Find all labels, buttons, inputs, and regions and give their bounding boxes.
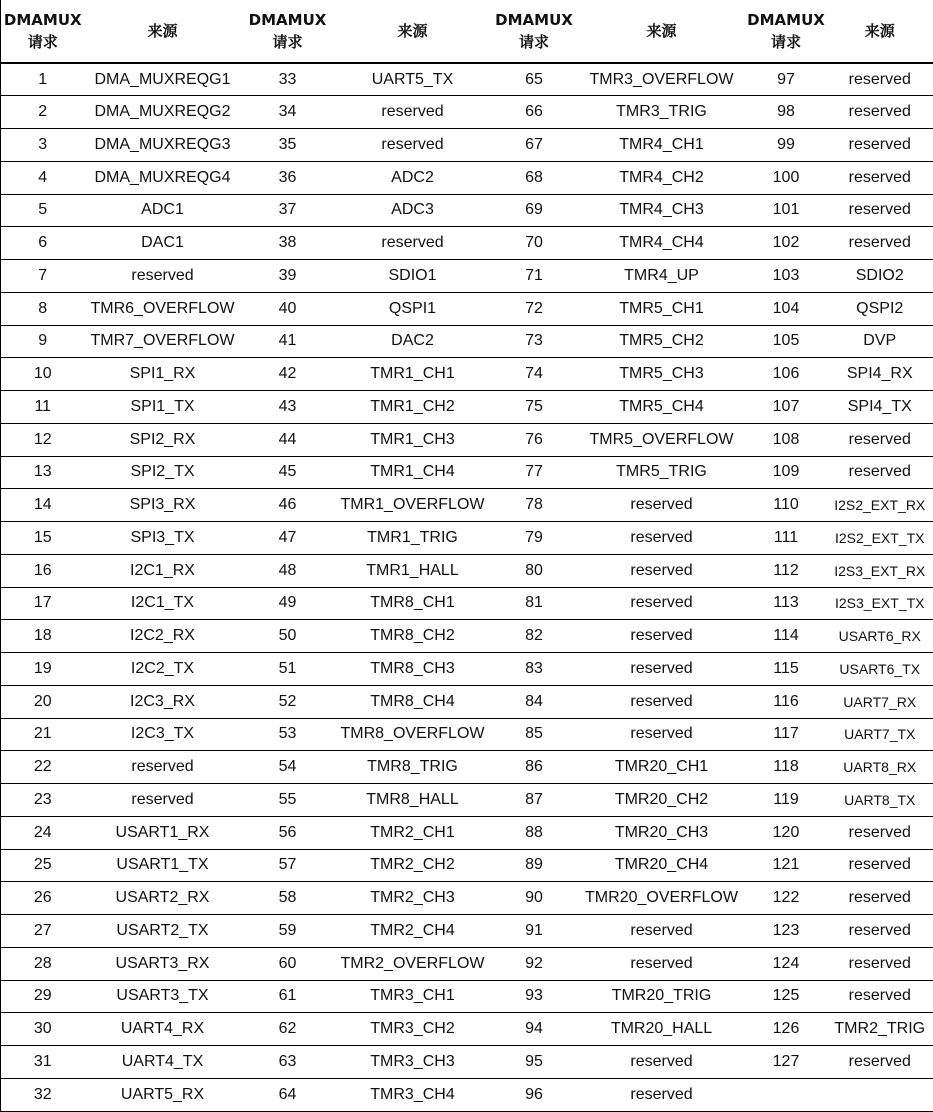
source-cell: TMR1_HALL: [335, 554, 491, 587]
source-cell: ADC3: [335, 194, 491, 227]
source-cell: DMA_MUXREQG3: [85, 129, 241, 162]
source-cell: QSPI1: [335, 292, 491, 325]
request-number-cell: 71: [491, 260, 578, 293]
source-cell: QSPI2: [827, 292, 933, 325]
request-number-cell: 119: [746, 784, 827, 817]
source-cell: reserved: [578, 620, 746, 653]
request-number-cell: 31: [1, 1046, 85, 1079]
header-request-2: DMAMUX 请求: [241, 0, 335, 63]
table-row: [1, 816, 933, 849]
request-number-cell: 124: [746, 947, 827, 980]
table-row: [1, 325, 933, 358]
source-cell: DMA_MUXREQG2: [85, 96, 241, 129]
source-cell: reserved: [827, 980, 933, 1013]
table-row: [1, 194, 933, 227]
request-number-cell: 107: [746, 391, 827, 424]
request-number-cell: 4: [1, 161, 85, 194]
source-cell: TMR3_CH4: [335, 1078, 491, 1111]
source-cell: TMR2_CH2: [335, 849, 491, 882]
request-number-cell: 110: [746, 489, 827, 522]
request-number-cell: 96: [491, 1078, 578, 1111]
request-number-cell: 83: [491, 653, 578, 686]
request-number-cell: 53: [241, 718, 335, 751]
source-cell: reserved: [335, 129, 491, 162]
source-cell: reserved: [578, 685, 746, 718]
source-cell: TMR1_CH3: [335, 423, 491, 456]
table-row: [1, 620, 933, 653]
request-number-cell: 59: [241, 915, 335, 948]
request-number-cell: 126: [746, 1013, 827, 1046]
source-cell: TMR8_CH4: [335, 685, 491, 718]
request-number-cell: 97: [746, 63, 827, 96]
request-number-cell: 125: [746, 980, 827, 1013]
source-cell: TMR20_CH3: [578, 816, 746, 849]
request-number-cell: 80: [491, 554, 578, 587]
source-cell: TMR5_CH3: [578, 358, 746, 391]
header-request-1: DMAMUX 请求: [1, 0, 85, 63]
request-number-cell: 56: [241, 816, 335, 849]
source-cell: TMR5_CH2: [578, 325, 746, 358]
source-cell: TMR1_CH4: [335, 456, 491, 489]
request-number-cell: 116: [746, 685, 827, 718]
source-cell: reserved: [827, 129, 933, 162]
source-cell: USART1_TX: [85, 849, 241, 882]
source-cell: SDIO2: [827, 260, 933, 293]
source-cell: I2C3_TX: [85, 718, 241, 751]
request-number-cell: 123: [746, 915, 827, 948]
request-number-cell: 93: [491, 980, 578, 1013]
table-row: [1, 96, 933, 129]
request-number-cell: 94: [491, 1013, 578, 1046]
source-cell: TMR1_TRIG: [335, 522, 491, 555]
request-number-cell: 63: [241, 1046, 335, 1079]
request-number-cell: 10: [1, 358, 85, 391]
request-number-cell: 78: [491, 489, 578, 522]
source-cell: SPI4_RX: [827, 358, 933, 391]
request-number-cell: 105: [746, 325, 827, 358]
request-number-cell: 91: [491, 915, 578, 948]
request-number-cell: 50: [241, 620, 335, 653]
header-source-1: 来源: [85, 0, 241, 63]
request-number-cell: 98: [746, 96, 827, 129]
request-number-cell: 32: [1, 1078, 85, 1111]
request-number-cell: 121: [746, 849, 827, 882]
table-row: [1, 915, 933, 948]
source-cell: reserved: [578, 653, 746, 686]
request-number-cell: 67: [491, 129, 578, 162]
request-number-cell: 15: [1, 522, 85, 555]
request-number-cell: 19: [1, 653, 85, 686]
request-number-cell: 44: [241, 423, 335, 456]
source-cell: TMR3_TRIG: [578, 96, 746, 129]
request-number-cell: 90: [491, 882, 578, 915]
table-row: [1, 849, 933, 882]
table-row: [1, 260, 933, 293]
request-number-cell: 75: [491, 391, 578, 424]
source-cell: reserved: [578, 718, 746, 751]
request-number-cell: 2: [1, 96, 85, 129]
request-number-cell: 14: [1, 489, 85, 522]
source-cell: TMR20_TRIG: [578, 980, 746, 1013]
source-cell: reserved: [827, 194, 933, 227]
request-number-cell: 5: [1, 194, 85, 227]
request-number-cell: 68: [491, 161, 578, 194]
source-cell: reserved: [578, 947, 746, 980]
source-cell: TMR1_CH1: [335, 358, 491, 391]
request-number-cell: 22: [1, 751, 85, 784]
table-row: [1, 63, 933, 96]
request-number-cell: 117: [746, 718, 827, 751]
source-cell: DAC1: [85, 227, 241, 260]
request-number-cell: 13: [1, 456, 85, 489]
source-cell: TMR3_CH3: [335, 1046, 491, 1079]
request-number-cell: 35: [241, 129, 335, 162]
request-number-cell: 111: [746, 522, 827, 555]
source-cell: TMR4_CH2: [578, 161, 746, 194]
source-cell: I2C1_RX: [85, 554, 241, 587]
request-number-cell: 86: [491, 751, 578, 784]
source-cell: UART4_TX: [85, 1046, 241, 1079]
request-number-cell: 28: [1, 947, 85, 980]
source-cell: DAC2: [335, 325, 491, 358]
source-cell: TMR2_CH4: [335, 915, 491, 948]
request-number-cell: 7: [1, 260, 85, 293]
request-number-cell: 66: [491, 96, 578, 129]
table-row: [1, 653, 933, 686]
source-cell: reserved: [827, 947, 933, 980]
source-cell: reserved: [335, 96, 491, 129]
request-number-cell: 100: [746, 161, 827, 194]
request-number-cell: 40: [241, 292, 335, 325]
source-cell: TMR7_OVERFLOW: [85, 325, 241, 358]
source-cell: reserved: [827, 161, 933, 194]
source-cell: reserved: [578, 554, 746, 587]
source-cell: TMR4_CH3: [578, 194, 746, 227]
source-cell: USART2_TX: [85, 915, 241, 948]
request-number-cell: 16: [1, 554, 85, 587]
source-cell: reserved: [827, 456, 933, 489]
source-cell: [827, 1078, 933, 1111]
request-number-cell: 6: [1, 227, 85, 260]
table-row: [1, 784, 933, 817]
request-number-cell: 76: [491, 423, 578, 456]
source-cell: TMR4_UP: [578, 260, 746, 293]
request-number-cell: 21: [1, 718, 85, 751]
source-cell: reserved: [827, 227, 933, 260]
request-number-cell: 84: [491, 685, 578, 718]
request-number-cell: 113: [746, 587, 827, 620]
request-number-cell: 64: [241, 1078, 335, 1111]
source-cell: SDIO1: [335, 260, 491, 293]
source-cell: USART1_RX: [85, 816, 241, 849]
source-cell: TMR8_CH3: [335, 653, 491, 686]
source-cell: SPI4_TX: [827, 391, 933, 424]
table-row: [1, 554, 933, 587]
source-cell: SPI3_TX: [85, 522, 241, 555]
source-cell: I2C2_RX: [85, 620, 241, 653]
source-cell: reserved: [827, 96, 933, 129]
header-source-4: 来源: [827, 0, 933, 63]
request-number-cell: 1: [1, 63, 85, 96]
request-number-cell: 47: [241, 522, 335, 555]
source-cell: TMR2_CH1: [335, 816, 491, 849]
source-cell: TMR3_CH2: [335, 1013, 491, 1046]
source-cell: UART5_RX: [85, 1078, 241, 1111]
request-number-cell: 25: [1, 849, 85, 882]
source-cell: TMR8_HALL: [335, 784, 491, 817]
request-number-cell: 38: [241, 227, 335, 260]
request-number-cell: 74: [491, 358, 578, 391]
request-number-cell: 114: [746, 620, 827, 653]
request-number-cell: 122: [746, 882, 827, 915]
request-number-cell: 106: [746, 358, 827, 391]
table-row: [1, 129, 933, 162]
request-number-cell: 103: [746, 260, 827, 293]
source-cell: reserved: [578, 915, 746, 948]
request-number-cell: 61: [241, 980, 335, 1013]
source-cell: reserved: [827, 63, 933, 96]
table-row: [1, 751, 933, 784]
source-cell: TMR20_CH4: [578, 849, 746, 882]
source-cell: ADC1: [85, 194, 241, 227]
request-number-cell: [746, 1078, 827, 1111]
request-number-cell: 41: [241, 325, 335, 358]
request-number-cell: 34: [241, 96, 335, 129]
table-row: [1, 161, 933, 194]
request-number-cell: 85: [491, 718, 578, 751]
request-number-cell: 30: [1, 1013, 85, 1046]
source-cell: DVP: [827, 325, 933, 358]
source-cell: reserved: [578, 1046, 746, 1079]
source-cell: reserved: [578, 587, 746, 620]
source-cell: USART3_TX: [85, 980, 241, 1013]
request-number-cell: 33: [241, 63, 335, 96]
header-request-3: DMAMUX 请求: [491, 0, 578, 63]
request-number-cell: 46: [241, 489, 335, 522]
request-number-cell: 120: [746, 816, 827, 849]
request-number-cell: 27: [1, 915, 85, 948]
request-number-cell: 115: [746, 653, 827, 686]
source-cell: UART5_TX: [335, 63, 491, 96]
request-number-cell: 43: [241, 391, 335, 424]
source-cell: TMR2_OVERFLOW: [335, 947, 491, 980]
table-row: [1, 718, 933, 751]
request-number-cell: 77: [491, 456, 578, 489]
request-number-cell: 11: [1, 391, 85, 424]
request-number-cell: 48: [241, 554, 335, 587]
table-body: [1, 63, 933, 1111]
request-number-cell: 82: [491, 620, 578, 653]
request-number-cell: 55: [241, 784, 335, 817]
request-number-cell: 70: [491, 227, 578, 260]
table-row: [1, 489, 933, 522]
request-number-cell: 36: [241, 161, 335, 194]
source-cell: SPI2_TX: [85, 456, 241, 489]
source-cell: TMR8_CH1: [335, 587, 491, 620]
request-number-cell: 69: [491, 194, 578, 227]
table-row: [1, 391, 933, 424]
request-number-cell: 51: [241, 653, 335, 686]
source-cell: I2C2_TX: [85, 653, 241, 686]
request-number-cell: 72: [491, 292, 578, 325]
source-cell: TMR4_CH1: [578, 129, 746, 162]
request-number-cell: 20: [1, 685, 85, 718]
request-number-cell: 112: [746, 554, 827, 587]
source-cell: TMR1_OVERFLOW: [335, 489, 491, 522]
source-cell: TMR8_CH2: [335, 620, 491, 653]
request-number-cell: 49: [241, 587, 335, 620]
request-number-cell: 118: [746, 751, 827, 784]
source-cell: reserved: [578, 522, 746, 555]
request-number-cell: 58: [241, 882, 335, 915]
source-cell: UART4_RX: [85, 1013, 241, 1046]
source-cell: USART3_RX: [85, 947, 241, 980]
request-number-cell: 95: [491, 1046, 578, 1079]
source-cell: USART6_RX: [827, 620, 933, 653]
source-cell: TMR20_CH1: [578, 751, 746, 784]
source-cell: reserved: [827, 882, 933, 915]
table-row: [1, 1078, 933, 1111]
source-cell: USART2_RX: [85, 882, 241, 915]
source-cell: reserved: [827, 816, 933, 849]
source-cell: ADC2: [335, 161, 491, 194]
source-cell: TMR5_TRIG: [578, 456, 746, 489]
source-cell: reserved: [578, 1078, 746, 1111]
request-number-cell: 87: [491, 784, 578, 817]
source-cell: reserved: [827, 915, 933, 948]
table-row: [1, 947, 933, 980]
request-number-cell: 65: [491, 63, 578, 96]
table-row: [1, 587, 933, 620]
request-number-cell: 102: [746, 227, 827, 260]
request-number-cell: 17: [1, 587, 85, 620]
source-cell: USART6_TX: [827, 653, 933, 686]
request-number-cell: 12: [1, 423, 85, 456]
table-row: [1, 685, 933, 718]
header-source-2: 来源: [335, 0, 491, 63]
request-number-cell: 92: [491, 947, 578, 980]
source-cell: TMR20_HALL: [578, 1013, 746, 1046]
request-number-cell: 42: [241, 358, 335, 391]
table-row: [1, 456, 933, 489]
source-cell: reserved: [827, 1046, 933, 1079]
table-row: [1, 423, 933, 456]
source-cell: SPI1_TX: [85, 391, 241, 424]
request-number-cell: 79: [491, 522, 578, 555]
request-number-cell: 99: [746, 129, 827, 162]
source-cell: I2C3_RX: [85, 685, 241, 718]
table-row: [1, 1046, 933, 1079]
source-cell: TMR1_CH2: [335, 391, 491, 424]
header-row: [1, 0, 933, 63]
table-row: [1, 292, 933, 325]
source-cell: DMA_MUXREQG4: [85, 161, 241, 194]
request-number-cell: 89: [491, 849, 578, 882]
table-row: [1, 1013, 933, 1046]
source-cell: TMR6_OVERFLOW: [85, 292, 241, 325]
source-cell: UART7_RX: [827, 685, 933, 718]
source-cell: UART7_TX: [827, 718, 933, 751]
source-cell: SPI1_RX: [85, 358, 241, 391]
request-number-cell: 60: [241, 947, 335, 980]
table-row: [1, 980, 933, 1013]
request-number-cell: 81: [491, 587, 578, 620]
request-number-cell: 73: [491, 325, 578, 358]
source-cell: TMR8_TRIG: [335, 751, 491, 784]
request-number-cell: 54: [241, 751, 335, 784]
source-cell: TMR5_CH4: [578, 391, 746, 424]
request-number-cell: 8: [1, 292, 85, 325]
source-cell: TMR4_CH4: [578, 227, 746, 260]
source-cell: TMR2_TRIG: [827, 1013, 933, 1046]
source-cell: reserved: [85, 751, 241, 784]
header-source-3: 来源: [578, 0, 746, 63]
source-cell: SPI2_RX: [85, 423, 241, 456]
source-cell: I2S3_EXT_RX: [827, 554, 933, 587]
request-number-cell: 26: [1, 882, 85, 915]
request-number-cell: 88: [491, 816, 578, 849]
table-row: [1, 522, 933, 555]
request-number-cell: 3: [1, 129, 85, 162]
request-number-cell: 23: [1, 784, 85, 817]
source-cell: SPI3_RX: [85, 489, 241, 522]
table-row: [1, 358, 933, 391]
request-number-cell: 9: [1, 325, 85, 358]
source-cell: reserved: [335, 227, 491, 260]
request-number-cell: 37: [241, 194, 335, 227]
request-number-cell: 45: [241, 456, 335, 489]
source-cell: I2S2_EXT_RX: [827, 489, 933, 522]
source-cell: I2C1_TX: [85, 587, 241, 620]
request-number-cell: 127: [746, 1046, 827, 1079]
request-number-cell: 29: [1, 980, 85, 1013]
source-cell: UART8_TX: [827, 784, 933, 817]
source-cell: TMR8_OVERFLOW: [335, 718, 491, 751]
source-cell: UART8_RX: [827, 751, 933, 784]
request-number-cell: 104: [746, 292, 827, 325]
source-cell: TMR5_OVERFLOW: [578, 423, 746, 456]
request-number-cell: 24: [1, 816, 85, 849]
source-cell: reserved: [85, 784, 241, 817]
request-number-cell: 108: [746, 423, 827, 456]
source-cell: DMA_MUXREQG1: [85, 63, 241, 96]
source-cell: I2S3_EXT_TX: [827, 587, 933, 620]
source-cell: reserved: [827, 423, 933, 456]
source-cell: TMR20_CH2: [578, 784, 746, 817]
request-number-cell: 101: [746, 194, 827, 227]
source-cell: TMR2_CH3: [335, 882, 491, 915]
table-row: [1, 227, 933, 260]
request-number-cell: 39: [241, 260, 335, 293]
source-cell: TMR20_OVERFLOW: [578, 882, 746, 915]
table-row: [1, 882, 933, 915]
source-cell: reserved: [578, 489, 746, 522]
request-number-cell: 52: [241, 685, 335, 718]
request-number-cell: 18: [1, 620, 85, 653]
source-cell: TMR3_OVERFLOW: [578, 63, 746, 96]
request-number-cell: 62: [241, 1013, 335, 1046]
request-number-cell: 57: [241, 849, 335, 882]
request-number-cell: 109: [746, 456, 827, 489]
source-cell: reserved: [85, 260, 241, 293]
source-cell: TMR3_CH1: [335, 980, 491, 1013]
source-cell: reserved: [827, 849, 933, 882]
source-cell: I2S2_EXT_TX: [827, 522, 933, 555]
source-cell: TMR5_CH1: [578, 292, 746, 325]
header-request-4: DMAMUX 请求: [746, 0, 827, 63]
